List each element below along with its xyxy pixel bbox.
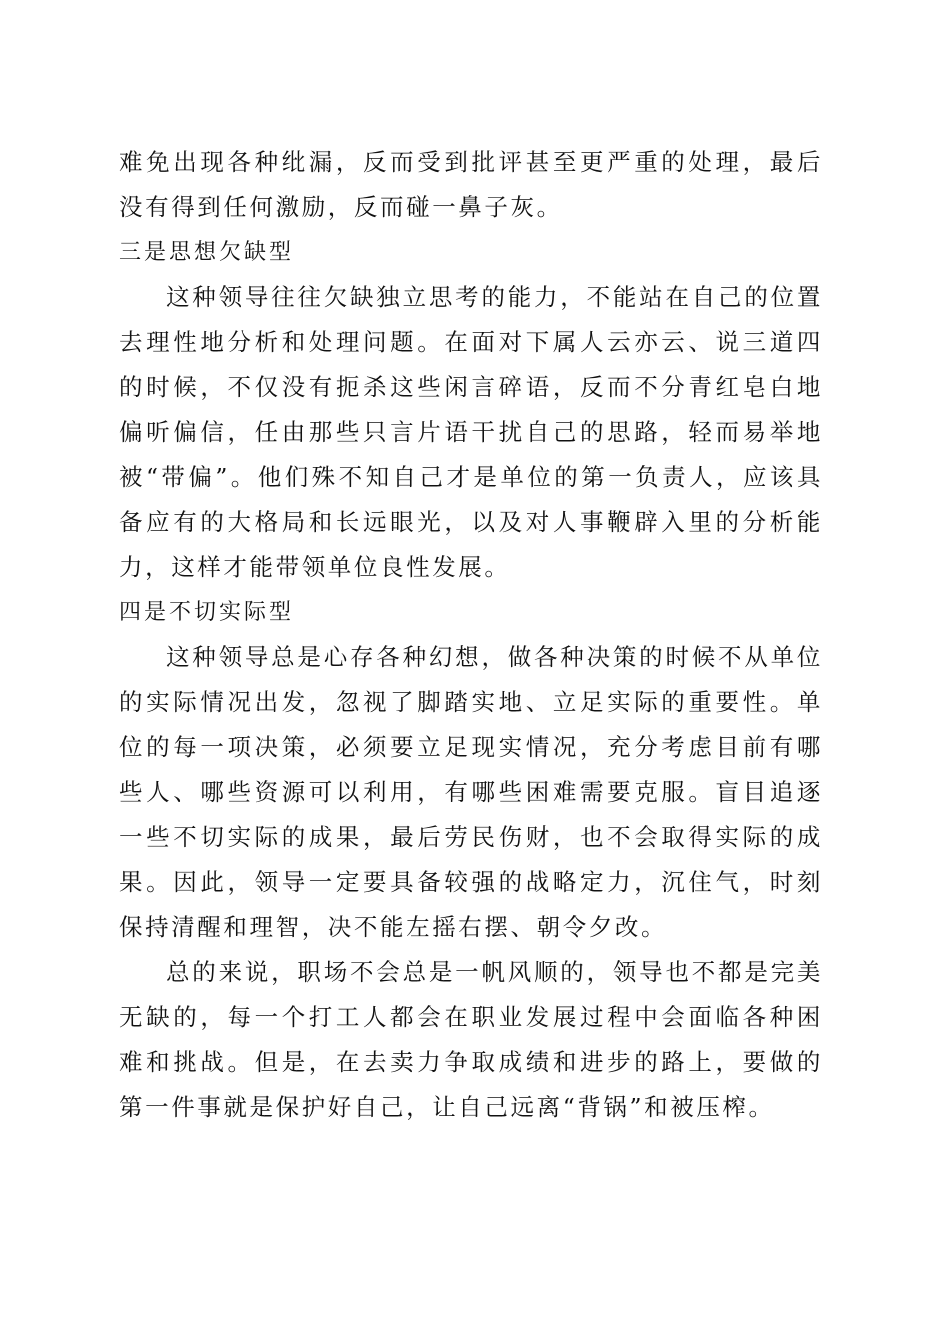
paragraph-conclusion: 总的来说，职场不会总是一帆风顺的，领导也不都是完美无缺的，每一个打工人都会在职业发展过程中会面临各种困难和挑战。但是，在去卖力争取成绩和进步的路上，要做的第一件事就是保护好自己，让自己远离“背锅”和被压榨。: [119, 958, 823, 1121]
section-heading-3: 三是思想欠缺型: [119, 240, 295, 265]
paragraph-section-4: 这种领导总是心存各种幻想，做各种决策的时候不从单位的实际情况出发，忽视了脚踏实地、立足实际的重要性。单位的每一项决策，必须要立足现实情况，充分考虑目前有哪些人、哪些资源可以利用，有哪些困难需要克服。盲目追逐一些不切实际的成果，最后劳民伤财，也不会取得实际的成果。因此，领导一定要具备较强的战略定力，沉住气，时刻保持清醒和理智，决不能左摇右摆、朝令夕改。: [119, 643, 823, 941]
section-heading-4: 四是不切实际型: [119, 600, 295, 625]
document-body: [119, 140, 823, 1130]
paragraph-section-3: 这种领导往往欠缺独立思考的能力，不能站在自己的位置去理性地分析和处理问题。在面对下属人云亦云、说三道四的时候，不仅没有扼杀这些闲言碎语，反而不分青红皂白地偏听偏信，任由那些只言片语干扰自己的思路，轻而易举地被“带偏”。他们殊不知自己才是单位的第一负责人，应该具备应有的大格局和长远眼光，以及对人事鞭辟入里的分析能力，这样才能带领单位良性发展。: [119, 283, 823, 581]
paragraph-continued: 难免出现各种纰漏，反而受到批评甚至更严重的处理，最后没有得到任何激励，反而碰一鼻子灰。: [119, 148, 823, 221]
